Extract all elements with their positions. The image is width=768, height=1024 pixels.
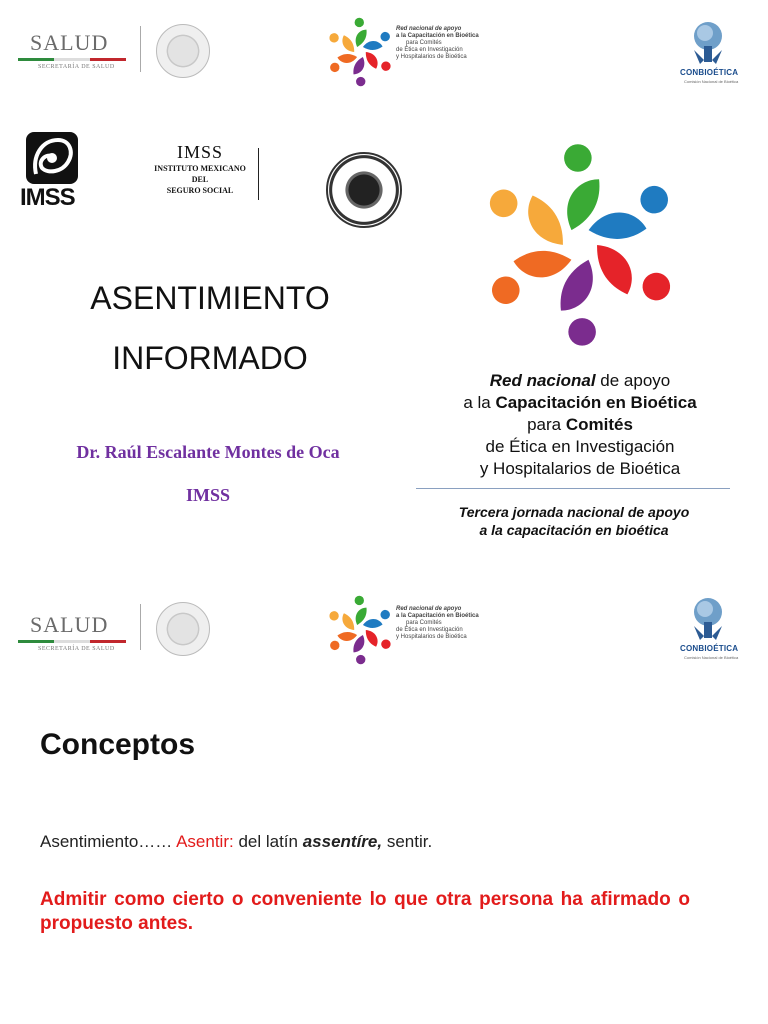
salud-wordmark: SALUD: [30, 30, 109, 55]
imss-text-logo: [150, 142, 250, 196]
latin-prefix: del latín: [233, 832, 303, 851]
author-name: Dr. Raúl Escalante Montes de Oca: [76, 442, 340, 462]
conbioetica-logo-icon: [690, 20, 726, 66]
red-nacional-small-logo: [324, 16, 396, 88]
conceptos-title: Conceptos: [40, 728, 196, 761]
caption-l3-bold: Comités: [565, 415, 633, 434]
jornada-line1: Tercera jornada nacional de apoyo: [458, 504, 690, 520]
imss-text-line3: SEGURO SOCIAL: [166, 186, 234, 195]
small-caption2-line4: de Ética en Investigación: [396, 627, 463, 633]
asentimiento-word: Asentimiento……: [40, 832, 173, 851]
author-institution: IMSS: [185, 485, 230, 505]
salud-tricolor-2: [18, 640, 128, 643]
caption-l1-rest: de apoyo: [595, 371, 671, 390]
conbioetica-wordmark-2: CONBIOÉTICA: [680, 644, 739, 653]
caption-l1-bold: Red nacional: [489, 371, 596, 390]
mexico-seal-icon: [156, 24, 210, 78]
salud-logo-2: [18, 612, 128, 652]
latin-word: assentíre,: [302, 832, 383, 851]
header-divider: [140, 26, 141, 72]
small-caption2-line5: y Hospitalarios de Bioética: [396, 634, 467, 640]
small-caption-line5: y Hospitalarios de Bioética: [396, 54, 467, 60]
small-caption-line1: Red nacional de apoyo: [396, 26, 462, 32]
mexico-seal-large-icon: [326, 152, 402, 228]
imss-divider: [258, 148, 259, 200]
red-nacional-small-caption: [396, 26, 506, 61]
mexico-seal-icon-2: [156, 602, 210, 656]
salud-logo: [18, 30, 128, 70]
imss-logo: [20, 130, 84, 220]
conbioetica-wordmark: CONBIOÉTICA: [680, 68, 739, 77]
small-caption2-line2: a la Capacitación en Bioética: [396, 613, 479, 619]
small-caption2-line3: para Comités: [406, 620, 442, 626]
small-caption-line2: a la Capacitación en Bioética: [396, 33, 479, 39]
caption-l4: de Ética en Investigación: [485, 437, 675, 456]
conbioetica-subtitle-2: Comisión Nacional de Bioética: [684, 655, 739, 660]
title-line2: INFORMADO: [112, 340, 308, 376]
imss-text-title: IMSS: [176, 142, 224, 162]
red-nacional-large-logo: [474, 130, 686, 362]
definition-text: Admitir como cierto o conveniente lo que otra persona ha afirmado o propuesto antes.: [40, 889, 690, 934]
jornada-text: [414, 503, 734, 539]
red-nacional-small-caption-2: [396, 606, 506, 641]
caption-l3-pre: para: [527, 415, 566, 434]
jornada-line2: a la capacitación en bioética: [479, 522, 669, 538]
caption-l2-pre: a la: [463, 393, 496, 412]
sentir-word: sentir.: [382, 832, 433, 851]
conbioetica-subtitle: Comisión Nacional de Bioética: [684, 79, 739, 84]
caption-divider: [416, 488, 730, 489]
asentimiento-line: [40, 832, 432, 852]
small-caption-line4: de Ética en Investigación: [396, 47, 463, 53]
caption-l2-bold: Capacitación en Bioética: [495, 393, 697, 412]
red-nacional-caption: [420, 370, 740, 480]
salud-tricolor: [18, 58, 128, 61]
salud-subtitle-2: SECRETARÍA DE SALUD: [38, 646, 115, 652]
title-line1: ASENTIMIENTO: [90, 280, 330, 316]
small-caption-line3: para Comités: [406, 40, 442, 46]
red-nacional-small-logo-2: [324, 594, 396, 666]
salud-wordmark-2: SALUD: [30, 612, 109, 637]
slide-conceptos: [0, 576, 768, 1024]
imss-emblem-icon: [22, 130, 82, 186]
header-divider-2: [140, 604, 141, 650]
imss-text-line2: DEL: [191, 175, 209, 184]
imss-logo-word: IMSS: [20, 184, 75, 211]
asentir-word: Asentir:: [176, 832, 234, 851]
caption-l5: y Hospitalarios de Bioética: [479, 459, 681, 478]
imss-text-line1: INSTITUTO MEXICANO: [154, 164, 246, 173]
salud-subtitle: SECRETARÍA DE SALUD: [38, 64, 115, 70]
small-caption2-line1: Red nacional de apoyo: [396, 606, 462, 612]
conbioetica-logo-icon-2: [690, 596, 726, 642]
